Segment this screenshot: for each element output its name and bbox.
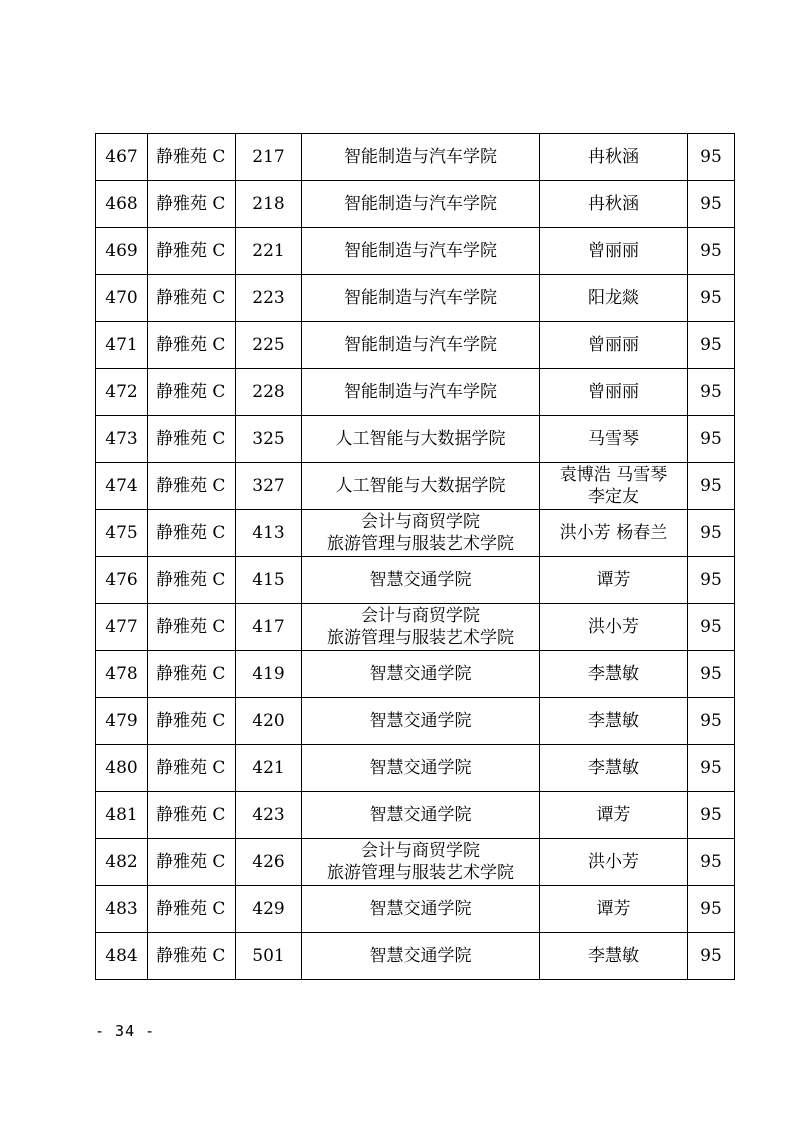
table-row — [96, 275, 735, 322]
college-line: 智能制造与汽车学院 — [344, 335, 497, 355]
counselor-cell — [540, 651, 688, 698]
counselor-line: 马雪琴 — [588, 429, 639, 449]
score-cell: 95 — [688, 792, 735, 839]
table-row — [96, 745, 735, 792]
building-cell: 静雅苑 C — [148, 557, 236, 604]
college-line: 旅游管理与服装艺术学院 — [327, 863, 514, 883]
building-cell: 静雅苑 C — [148, 792, 236, 839]
college-line: 会计与商贸学院 — [361, 841, 480, 861]
row-number-cell: 476 — [96, 557, 148, 604]
building-cell: 静雅苑 C — [148, 886, 236, 933]
counselor-line: 李慧敏 — [588, 946, 639, 966]
college-cell — [302, 228, 540, 275]
counselor-line: 冉秋涵 — [588, 194, 639, 214]
college-cell — [302, 604, 540, 651]
counselor-line: 谭芳 — [596, 805, 631, 825]
counselor-line: 李定友 — [588, 487, 639, 507]
building-cell: 静雅苑 C — [148, 839, 236, 886]
building-cell: 静雅苑 C — [148, 181, 236, 228]
table-row — [96, 228, 735, 275]
college-cell — [302, 839, 540, 886]
row-number-cell: 478 — [96, 651, 148, 698]
college-cell — [302, 745, 540, 792]
college-cell — [302, 698, 540, 745]
table-row — [96, 369, 735, 416]
counselor-line: 李慧敏 — [588, 664, 639, 684]
counselor-cell — [540, 275, 688, 322]
college-cell — [302, 322, 540, 369]
college-line: 人工智能与大数据学院 — [335, 429, 506, 449]
counselor-line: 洪小芳 — [588, 617, 639, 637]
counselor-cell — [540, 839, 688, 886]
counselor-line: 洪小芳 — [588, 852, 639, 872]
college-cell — [302, 933, 540, 980]
college-line: 会计与商贸学院 — [361, 512, 480, 532]
room-number-cell: 421 — [236, 745, 302, 792]
college-line: 智慧交通学院 — [369, 570, 472, 590]
building-cell: 静雅苑 C — [148, 745, 236, 792]
row-number-cell: 472 — [96, 369, 148, 416]
table-row — [96, 698, 735, 745]
building-cell: 静雅苑 C — [148, 369, 236, 416]
counselor-cell — [540, 557, 688, 604]
room-number-cell: 413 — [236, 510, 302, 557]
building-cell: 静雅苑 C — [148, 463, 236, 510]
room-number-cell: 228 — [236, 369, 302, 416]
building-cell: 静雅苑 C — [148, 228, 236, 275]
college-line: 旅游管理与服装艺术学院 — [327, 534, 514, 554]
row-number-cell: 483 — [96, 886, 148, 933]
room-number-cell: 419 — [236, 651, 302, 698]
table-row — [96, 839, 735, 886]
room-number-cell: 217 — [236, 134, 302, 181]
room-number-cell: 429 — [236, 886, 302, 933]
counselor-cell — [540, 322, 688, 369]
building-cell: 静雅苑 C — [148, 651, 236, 698]
college-cell — [302, 886, 540, 933]
page-number: - 34 - — [95, 1022, 156, 1040]
counselor-line: 李慧敏 — [588, 758, 639, 778]
counselor-line: 洪小芳 杨春兰 — [559, 523, 668, 543]
counselor-cell — [540, 416, 688, 463]
score-cell: 95 — [688, 886, 735, 933]
score-cell: 95 — [688, 651, 735, 698]
room-number-cell: 225 — [236, 322, 302, 369]
counselor-cell — [540, 228, 688, 275]
counselor-cell — [540, 604, 688, 651]
building-cell: 静雅苑 C — [148, 604, 236, 651]
counselor-line: 李慧敏 — [588, 711, 639, 731]
room-number-cell: 426 — [236, 839, 302, 886]
college-cell — [302, 463, 540, 510]
counselor-cell — [540, 369, 688, 416]
college-cell — [302, 792, 540, 839]
score-cell: 95 — [688, 839, 735, 886]
building-cell: 静雅苑 C — [148, 322, 236, 369]
row-number-cell: 467 — [96, 134, 148, 181]
college-cell — [302, 181, 540, 228]
counselor-cell — [540, 698, 688, 745]
room-number-cell: 420 — [236, 698, 302, 745]
table-row — [96, 416, 735, 463]
score-cell: 95 — [688, 416, 735, 463]
counselor-line: 冉秋涵 — [588, 147, 639, 167]
building-cell: 静雅苑 C — [148, 933, 236, 980]
room-number-cell: 221 — [236, 228, 302, 275]
college-cell — [302, 416, 540, 463]
counselor-cell — [540, 745, 688, 792]
counselor-line: 谭芳 — [596, 570, 631, 590]
college-line: 智慧交通学院 — [369, 899, 472, 919]
row-number-cell: 479 — [96, 698, 148, 745]
score-cell: 95 — [688, 181, 735, 228]
counselor-cell — [540, 933, 688, 980]
counselor-line: 阳龙燚 — [588, 288, 639, 308]
college-line: 智慧交通学院 — [369, 758, 472, 778]
college-cell — [302, 134, 540, 181]
college-line: 智慧交通学院 — [369, 946, 472, 966]
building-cell: 静雅苑 C — [148, 416, 236, 463]
building-cell: 静雅苑 C — [148, 698, 236, 745]
table-row — [96, 792, 735, 839]
college-line: 智能制造与汽车学院 — [344, 241, 497, 261]
room-number-cell: 218 — [236, 181, 302, 228]
counselor-line: 谭芳 — [596, 899, 631, 919]
college-line: 会计与商贸学院 — [361, 606, 480, 626]
row-number-cell: 482 — [96, 839, 148, 886]
dormitory-score-table — [95, 133, 735, 980]
room-number-cell: 501 — [236, 933, 302, 980]
room-number-cell: 223 — [236, 275, 302, 322]
score-cell: 95 — [688, 745, 735, 792]
college-line: 智慧交通学院 — [369, 805, 472, 825]
college-cell — [302, 557, 540, 604]
college-cell — [302, 369, 540, 416]
counselor-line: 曾丽丽 — [588, 382, 639, 402]
table-row — [96, 557, 735, 604]
counselor-cell — [540, 463, 688, 510]
table-row — [96, 651, 735, 698]
table-row — [96, 181, 735, 228]
counselor-line: 袁博浩 马雪琴 — [559, 465, 668, 485]
row-number-cell: 484 — [96, 933, 148, 980]
row-number-cell: 474 — [96, 463, 148, 510]
college-cell — [302, 510, 540, 557]
row-number-cell: 480 — [96, 745, 148, 792]
score-cell: 95 — [688, 463, 735, 510]
building-cell: 静雅苑 C — [148, 134, 236, 181]
row-number-cell: 481 — [96, 792, 148, 839]
table-row — [96, 604, 735, 651]
counselor-cell — [540, 510, 688, 557]
college-line: 智慧交通学院 — [369, 664, 472, 684]
score-cell: 95 — [688, 698, 735, 745]
score-cell: 95 — [688, 369, 735, 416]
table-body — [96, 134, 735, 980]
row-number-cell: 473 — [96, 416, 148, 463]
table-row — [96, 463, 735, 510]
score-cell: 95 — [688, 275, 735, 322]
table-row — [96, 886, 735, 933]
college-line: 人工智能与大数据学院 — [335, 476, 506, 496]
row-number-cell: 475 — [96, 510, 148, 557]
score-cell: 95 — [688, 557, 735, 604]
score-cell: 95 — [688, 228, 735, 275]
counselor-cell — [540, 792, 688, 839]
score-cell: 95 — [688, 933, 735, 980]
room-number-cell: 327 — [236, 463, 302, 510]
row-number-cell: 469 — [96, 228, 148, 275]
row-number-cell: 471 — [96, 322, 148, 369]
room-number-cell: 417 — [236, 604, 302, 651]
counselor-line: 曾丽丽 — [588, 241, 639, 261]
table-row — [96, 933, 735, 980]
counselor-cell — [540, 886, 688, 933]
score-cell: 95 — [688, 134, 735, 181]
table-row — [96, 510, 735, 557]
room-number-cell: 415 — [236, 557, 302, 604]
college-line: 智能制造与汽车学院 — [344, 382, 497, 402]
score-cell: 95 — [688, 322, 735, 369]
score-cell: 95 — [688, 510, 735, 557]
score-cell: 95 — [688, 604, 735, 651]
college-line: 智能制造与汽车学院 — [344, 194, 497, 214]
table-row — [96, 322, 735, 369]
college-line: 智能制造与汽车学院 — [344, 288, 497, 308]
counselor-line: 曾丽丽 — [588, 335, 639, 355]
college-line: 智能制造与汽车学院 — [344, 147, 497, 167]
college-line: 智慧交通学院 — [369, 711, 472, 731]
college-cell — [302, 651, 540, 698]
row-number-cell: 477 — [96, 604, 148, 651]
room-number-cell: 423 — [236, 792, 302, 839]
table-row — [96, 134, 735, 181]
college-cell — [302, 275, 540, 322]
row-number-cell: 468 — [96, 181, 148, 228]
building-cell: 静雅苑 C — [148, 510, 236, 557]
row-number-cell: 470 — [96, 275, 148, 322]
room-number-cell: 325 — [236, 416, 302, 463]
building-cell: 静雅苑 C — [148, 275, 236, 322]
counselor-cell — [540, 181, 688, 228]
counselor-cell — [540, 134, 688, 181]
college-line: 旅游管理与服装艺术学院 — [327, 628, 514, 648]
